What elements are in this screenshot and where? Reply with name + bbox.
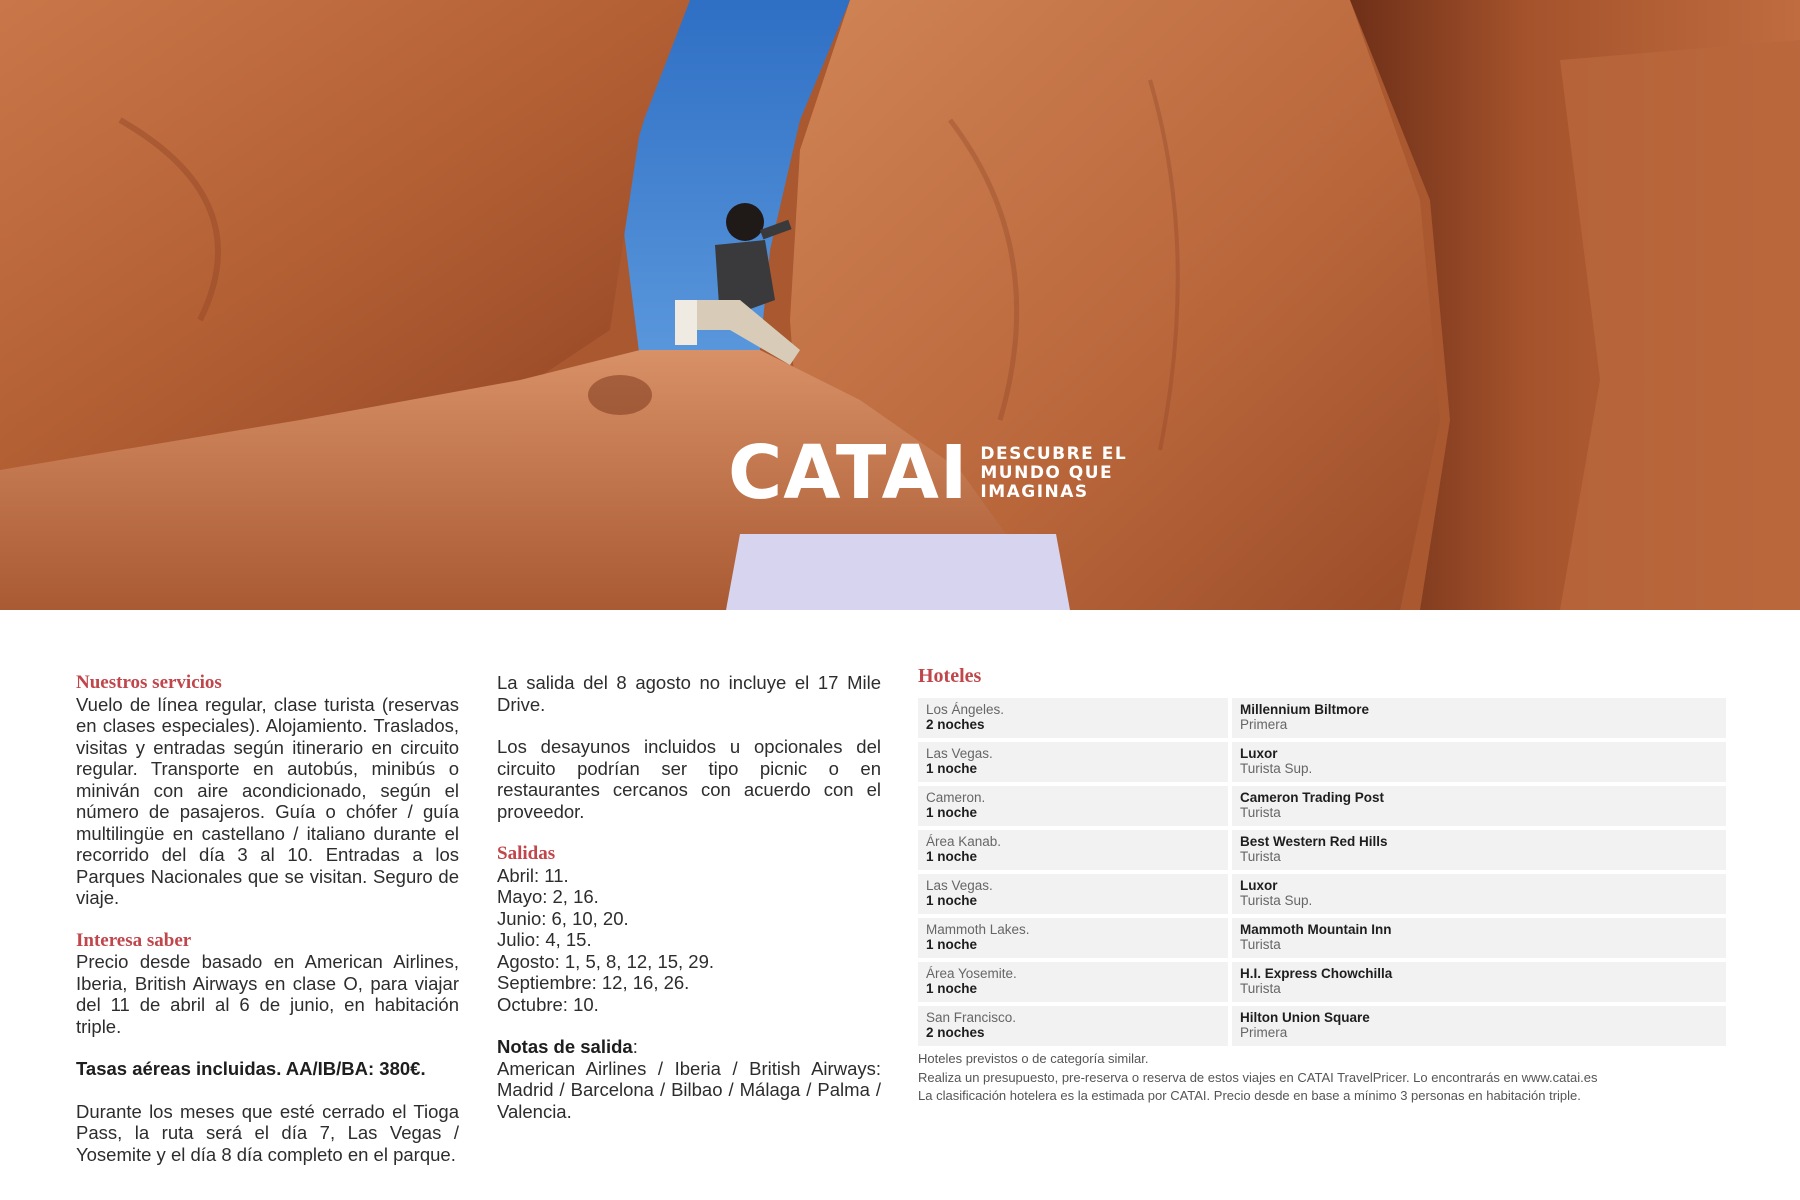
services-text: Vuelo de línea regular, clase turista (reservas en clases especiales). Alojamiento. Traslados, visitas y entradas según itinerario en circuito regular. Transporte en autobús, minibús o miniván con aire acondicionado, según el número de pasajeros. Guía o chófer / guía multilingüe en castellano / italiano durante el recorrido del día 3 al 10. Entradas a los Parques Nacionales que se visitan. Seguro de viaje. xyxy=(76,693,459,908)
departure-date: Septiembre: 12, 16, 26. xyxy=(497,972,690,993)
catai-logo xyxy=(728,430,1128,516)
hotel-row xyxy=(918,698,1726,738)
tagline-line: DESCUBRE EL xyxy=(980,443,1128,464)
stay-location: Cameron. xyxy=(926,790,986,805)
hotel-row xyxy=(918,830,1726,870)
departures-heading: Salidas xyxy=(497,843,556,864)
hotel-cell xyxy=(1232,830,1726,870)
departure-notes-text: American Airlines / Iberia / British Airways: Madrid / Barcelona / Bilbao / Málaga / Palma / Valencia. xyxy=(497,1057,881,1122)
air-taxes: Tasas aéreas incluidas. AA/IB/BA: 380€. xyxy=(76,1058,426,1079)
hotel-cell xyxy=(1232,1006,1726,1046)
brand-tagline xyxy=(980,445,1127,502)
hotel-category: Primera xyxy=(1240,1025,1288,1040)
stay-location: Área Yosemite. xyxy=(926,966,1017,981)
info-text: Precio desde basado en American Airlines, Iberia, British Airways en clase O, para viajar del 11 de abril al 6 de junio, en habitación triple. xyxy=(76,951,459,1037)
hotel-name: Luxor xyxy=(1240,878,1278,893)
stay-location: San Francisco. xyxy=(926,1010,1017,1025)
stay-nights: 1 noche xyxy=(926,893,978,908)
hotel-cell xyxy=(1232,874,1726,914)
hotel-name: Hilton Union Square xyxy=(1240,1010,1370,1025)
hotel-row xyxy=(918,742,1726,782)
departure-date: Octubre: 10. xyxy=(497,993,599,1015)
departure-date: Abril: 11. xyxy=(497,864,569,886)
mile-drive-note: La salida del 8 agosto no incluye el 17 Mile Drive. xyxy=(497,672,881,715)
hotel-cell xyxy=(1232,918,1726,958)
footnote: La clasificación hotelera es la estimada por CATAI. Precio desde en base a mínimo 3 personas en habitación triple. xyxy=(918,1088,1581,1103)
hotel-cell xyxy=(1232,786,1726,826)
stay-cell xyxy=(918,698,1228,738)
hotel-name: Luxor xyxy=(1240,746,1278,761)
departure-date: Agosto: 1, 5, 8, 12, 15, 29. xyxy=(497,950,715,972)
hotel-name: Cameron Trading Post xyxy=(1240,790,1385,805)
hotel-row xyxy=(918,1006,1726,1046)
stay-cell xyxy=(918,830,1228,870)
hotel-category: Turista xyxy=(1240,849,1281,864)
hotels-section xyxy=(918,665,1726,1106)
hotel-category: Turista xyxy=(1240,981,1281,996)
hotel-row xyxy=(918,874,1726,914)
stay-nights: 1 noche xyxy=(926,937,978,952)
info-heading: Interesa saber xyxy=(76,929,192,951)
stay-cell xyxy=(918,874,1228,914)
departure-notes-title: Notas de salida xyxy=(497,1036,633,1057)
stay-cell xyxy=(918,1006,1228,1046)
stay-location: Mammoth Lakes. xyxy=(926,922,1030,937)
hotel-row xyxy=(918,918,1726,958)
footnote: Hoteles previstos o de categoría similar. xyxy=(918,1051,1149,1066)
tagline-line: MUNDO QUE xyxy=(980,462,1114,483)
hotel-category: Turista Sup. xyxy=(1240,761,1313,776)
hotel-category: Turista xyxy=(1240,937,1281,952)
hotel-category: Turista Sup. xyxy=(1240,893,1313,908)
stay-cell xyxy=(918,742,1228,782)
departure-date: Junio: 6, 10, 20. xyxy=(497,907,629,929)
brand-name: CATAI xyxy=(728,430,969,516)
stay-nights: 2 noches xyxy=(926,717,985,732)
hotel-name: Millennium Biltmore xyxy=(1240,702,1370,717)
stay-nights: 1 noche xyxy=(926,761,978,776)
info-column-1 xyxy=(76,672,459,1165)
hotels-title: Hoteles xyxy=(918,665,982,687)
stay-location: Las Vegas. xyxy=(926,878,993,893)
departure-notes-heading xyxy=(497,1036,881,1058)
tioga-note: Durante los meses que esté cerrado el Tioga Pass, la ruta será el día 7, Las Vegas / Yosemite y el día 8 día completo en el parque. xyxy=(76,1100,459,1165)
tagline-line: IMAGINAS xyxy=(980,481,1089,502)
departure-notes-colon: : xyxy=(632,1036,638,1057)
departure-date: Julio: 4, 15. xyxy=(497,929,592,950)
hotel-cell xyxy=(1232,962,1726,1002)
hotel-row xyxy=(918,786,1726,826)
stay-cell xyxy=(918,786,1228,826)
stay-nights: 1 noche xyxy=(926,805,978,820)
hotel-name: Best Western Red Hills xyxy=(1240,834,1388,849)
stay-cell xyxy=(918,918,1228,958)
hotel-footnotes xyxy=(918,1050,1726,1106)
stay-location: Las Vegas. xyxy=(926,746,993,761)
hotel-name: Mammoth Mountain Inn xyxy=(1240,922,1392,937)
stay-location: Área Kanab. xyxy=(926,834,1002,849)
stay-nights: 1 noche xyxy=(926,849,978,864)
info-column-2 xyxy=(497,672,881,1122)
hotel-category: Turista xyxy=(1240,805,1281,820)
hotel-cell xyxy=(1232,698,1726,738)
stay-nights: 1 noche xyxy=(926,981,978,996)
hotel-cell xyxy=(1232,742,1726,782)
stay-nights: 2 noches xyxy=(926,1025,985,1040)
hotel-row xyxy=(918,962,1726,1002)
stay-location: Los Ángeles. xyxy=(926,702,1005,717)
hotel-name: H.I. Express Chowchilla xyxy=(1240,966,1393,981)
departure-date: Mayo: 2, 16. xyxy=(497,886,599,907)
footnote: Realiza un presupuesto, pre-reserva o reserva de estos viajes en CATAI TravelPricer. Lo encontrarás en www.catai.es xyxy=(918,1069,1598,1085)
hotel-category: Primera xyxy=(1240,717,1288,732)
services-heading: Nuestros servicios xyxy=(76,672,222,693)
breakfast-note: Los desayunos incluidos u opcionales del circuito podrían ser tipo picnic o en restaurantes cercanos con acuerdo con el proveedor. xyxy=(497,736,881,822)
stay-cell xyxy=(918,962,1228,1002)
